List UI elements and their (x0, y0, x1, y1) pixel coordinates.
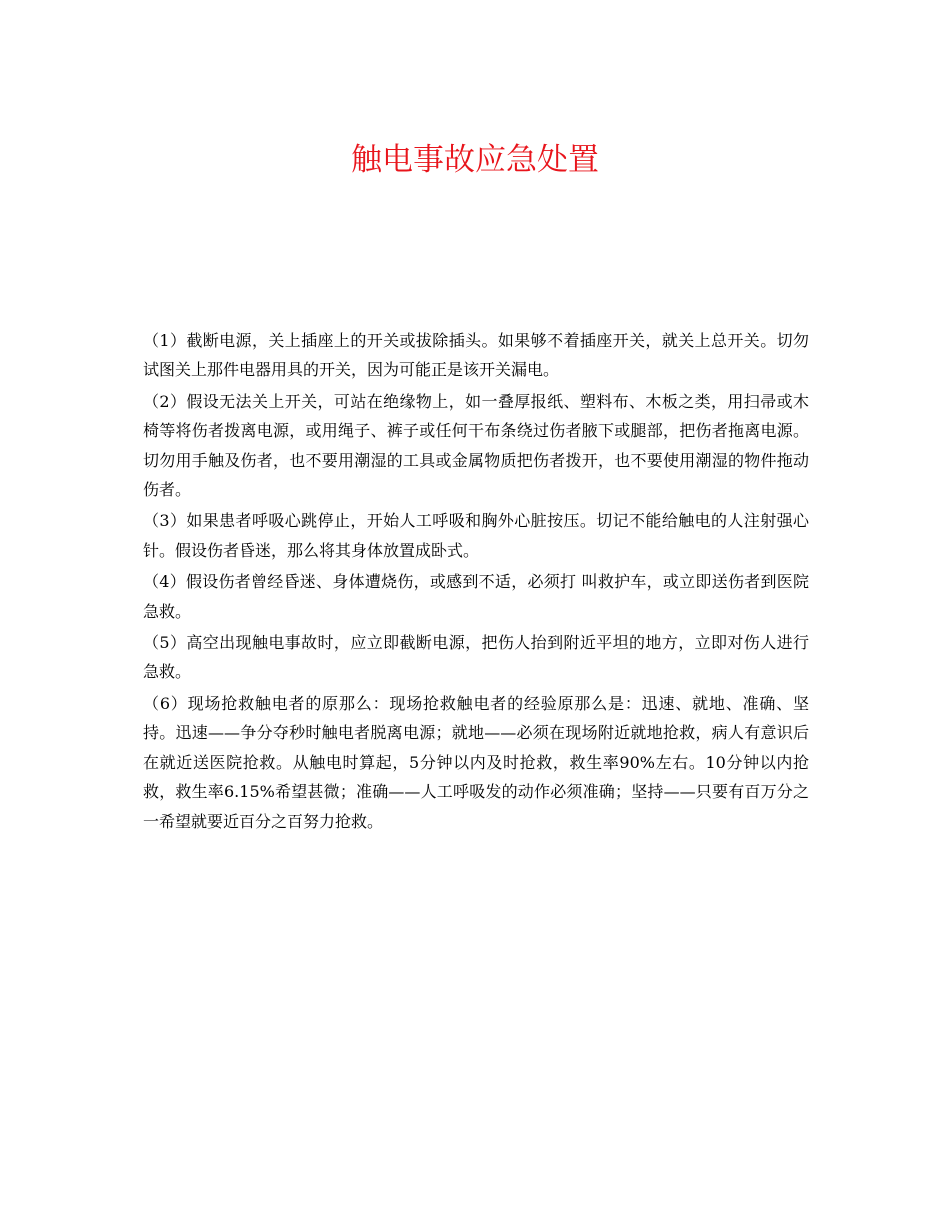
paragraph-4: （4）假设伤者曾经昏迷、身体遭烧伤，或感到不适，必须打 叫救护车，或立即送伤者到医院急救。 (143, 572, 809, 621)
document-title: 触电事故应急处置 (351, 142, 599, 178)
paragraph-2: （2）假设无法关上开关，可站在绝缘物上，如一叠厚报纸、塑料布、木板之类，用扫帚或木椅等将伤者拨离电源，或用绳子、裤子或任何干布条绕过伤者腋下或腿部，把伤者拖离电源。切勿用手触及伤者，也不要用潮湿的工具或金属物质把伤者拨开，也不要使用潮湿的物件拖动伤者。 (143, 391, 809, 500)
paragraph-1: （1）截断电源，关上插座上的开关或拔除插头。如果够不着插座开关，就关上总开关。切勿试图关上那件电器用具的开关，因为可能正是该开关漏电。 (143, 331, 809, 380)
paragraph-3: （3）如果患者呼吸心跳停止，开始人工呼吸和胸外心脏按压。切记不能给触电的人注射强心针。假设伤者昏迷，那么将其身体放置成卧式。 (143, 511, 809, 560)
document-body (143, 326, 809, 838)
paragraph-5: （5）高空出现触电事故时，应立即截断电源，把伤人抬到附近平坦的地方，立即对伤人进行急救。 (143, 633, 809, 682)
paragraph-6: （6）现场抢救触电者的原那么：现场抢救触电者的经验原那么是：迅速、就地、准确、坚持。迅速——争分夺秒时触电者脱离电源；就地——必须在现场附近就地抢救，病人有意识后在就近送医院抢救。从触电时算起，5分钟以内及时抢救，救生率90%左右。10分钟以内抢救，救生率6.15%希望甚微；准确——人工呼吸发的动作必须准确；坚持——只要有百万分之一希望就要近百分之百努力抢救。 (143, 693, 809, 831)
